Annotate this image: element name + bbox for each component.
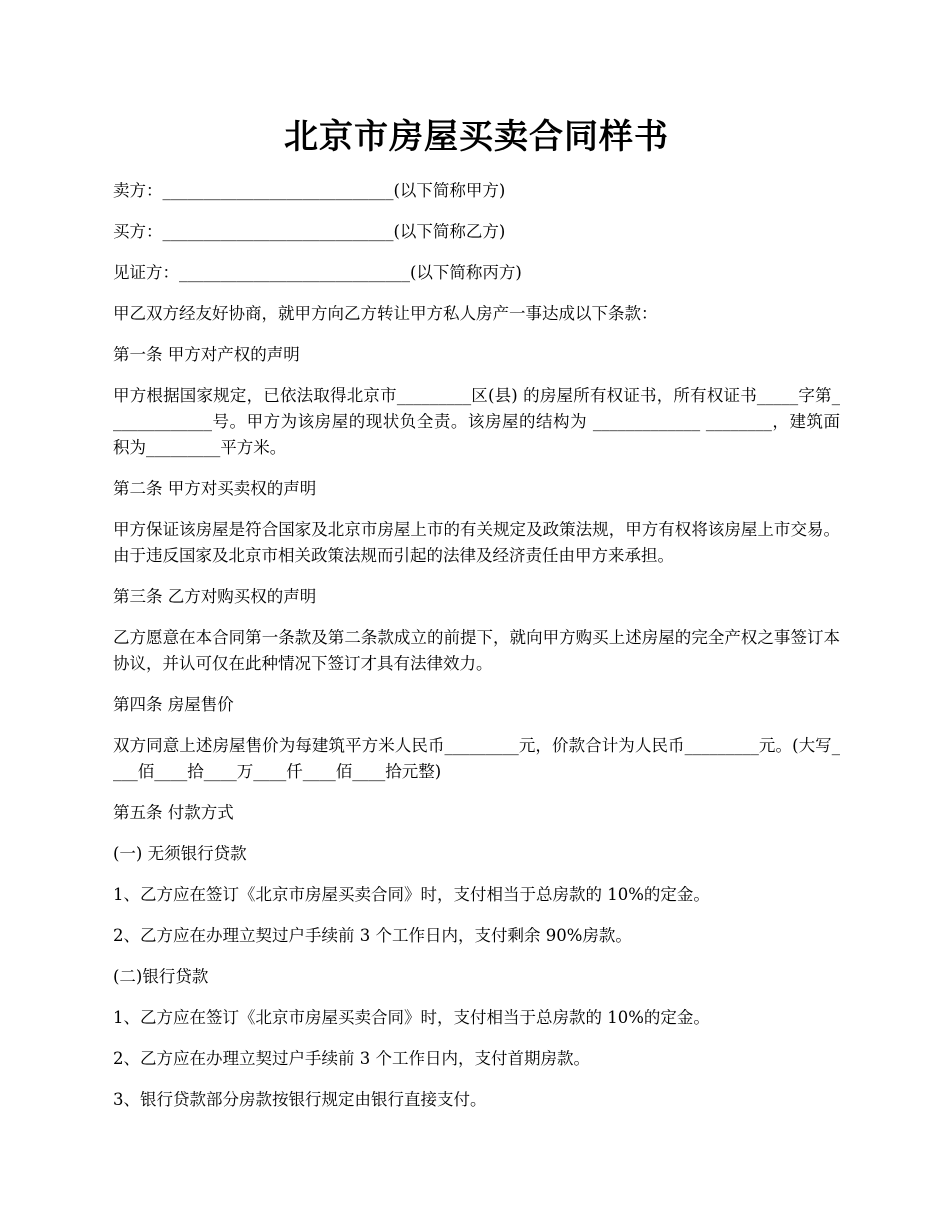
article-2-body: 甲方保证该房屋是符合国家及北京市房屋上市的有关规定及政策法规，甲方有权将该房屋上市交易。由于违反国家及北京市相关政策法规而引起的法律及经济责任由甲方来承担。 xyxy=(113,520,840,565)
article-3-body: 乙方愿意在本合同第一条款及第二条款成立的前提下，就向甲方购买上述房屋的完全产权之事签订本协议，并认可仅在此种情况下签订才具有法律效力。 xyxy=(113,628,840,673)
witness-line: 见证方：____________________________(以下简称丙方) xyxy=(113,263,522,282)
article-3-heading: 第三条 乙方对购买权的声明 xyxy=(113,587,317,606)
payment-option-1-item: 2、乙方应在办理立契过户手续前 3 个工作日内，支付剩余 90%房款。 xyxy=(113,926,632,945)
payment-option-1-item: 1、乙方应在签订《北京市房屋买卖合同》时，支付相当于总房款的 10%的定金。 xyxy=(113,885,710,904)
seller-line: 卖方：____________________________(以下简称甲方) xyxy=(113,181,506,200)
payment-option-2-item: 1、乙方应在签订《北京市房屋买卖合同》时，支付相当于总房款的 10%的定金。 xyxy=(113,1008,710,1027)
document-title: 北京市房屋买卖合同样书 xyxy=(284,117,669,157)
buyer-line: 买方：____________________________(以下简称乙方) xyxy=(113,222,506,241)
article-1-heading: 第一条 甲方对产权的声明 xyxy=(113,345,300,364)
intro-paragraph: 甲乙双方经友好协商，就甲方向乙方转让甲方私人房产一事达成以下条款： xyxy=(113,304,658,323)
payment-option-1-label: (一) 无须银行贷款 xyxy=(113,844,247,863)
article-1-body: 甲方根据国家规定，已依法取得北京市_________区(县) 的房屋所有权证书，所有权证书_____字第_____________号。甲方为该房屋的现状负全责。该房屋的结构为 _____________ ________，建筑面积为_________平方米。 xyxy=(113,386,840,457)
payment-option-2-item: 2、乙方应在办理立契过户手续前 3 个工作日内，支付首期房款。 xyxy=(113,1049,590,1068)
article-4-heading: 第四条 房屋售价 xyxy=(113,695,234,714)
payment-option-2-item: 3、银行贷款部分房款按银行规定由银行直接支付。 xyxy=(113,1090,487,1109)
contract-page xyxy=(113,112,840,1128)
article-2-heading: 第二条 甲方对买卖权的声明 xyxy=(113,479,317,498)
payment-option-2-label: (二)银行贷款 xyxy=(113,967,209,986)
article-5-heading: 第五条 付款方式 xyxy=(113,803,234,822)
article-4-body: 双方同意上述房屋售价为每建筑平方米人民币_________元，价款合计为人民币_________元。(大写____佰____拾____万____仟____佰____拾元整) xyxy=(113,736,840,781)
